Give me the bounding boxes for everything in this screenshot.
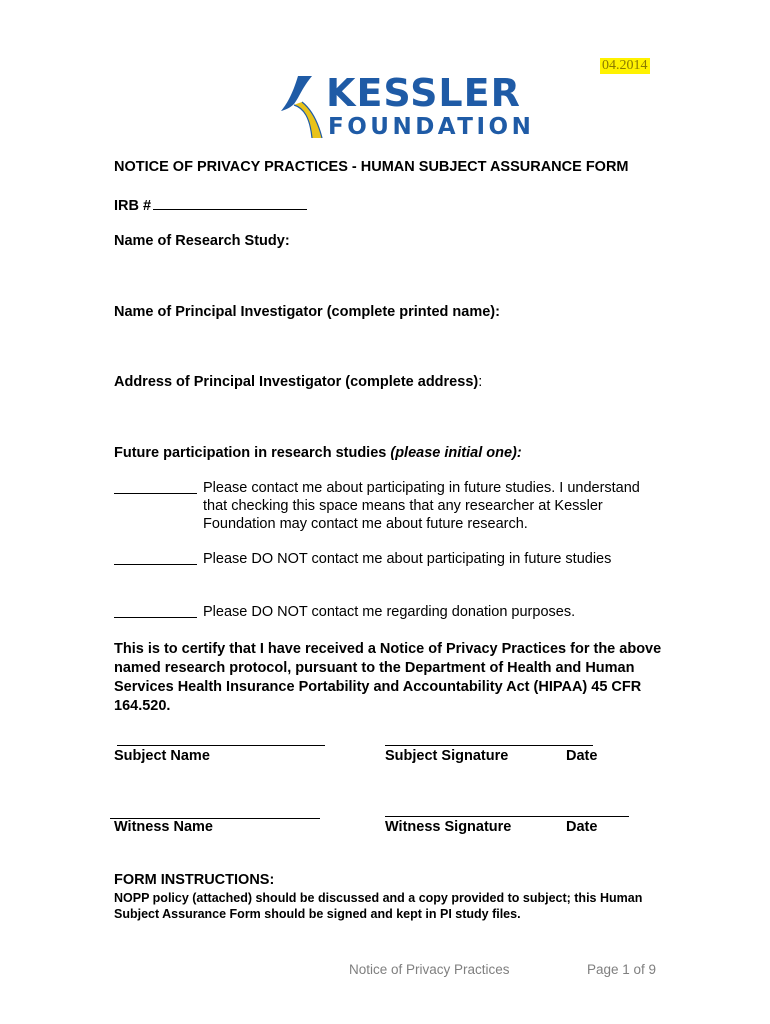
footer-page-number: Page 1 of 9 [587,962,657,977]
future-participation-hint: (please initial one): [390,445,522,461]
instructions-body: NOPP policy (attached) should be discussed and a copy provided to subject; this Human Subject Assurance Form should be signed and kept in PI study files. [114,891,643,921]
irb-field [114,198,307,214]
logo-word-kessler: KESSLER [326,71,521,115]
witness-signature-input-line[interactable] [385,816,629,817]
subject-name-input-line[interactable] [117,745,325,746]
form-date-code: 04.2014 [602,58,648,73]
option-do-not-contact-donation [114,603,674,623]
pi-name-label: Name of Principal Investigator (complete printed name): [114,304,500,320]
option-text: Please contact me about participating in future studies. I understand that checking this space means that any researcher at Kessler Foundation may contact me about future research. [203,480,640,532]
option-do-not-contact-studies [114,550,674,570]
pi-address-label: Address of Principal Investigator (complete address) [114,374,479,390]
witness-signature-label: Witness Signature [385,819,512,835]
subject-date-label: Date [566,748,598,764]
future-participation-label: Future participation in research studies [114,445,391,461]
option-text: Please DO NOT contact me regarding donation purposes. [203,604,576,620]
initial-input-line[interactable] [114,564,197,565]
instructions-heading: FORM INSTRUCTIONS: [114,872,275,888]
witness-date-label: Date [566,819,598,835]
future-participation-heading [114,445,522,461]
pi-address-colon: : [478,374,483,390]
subject-signature-label: Subject Signature [385,748,509,764]
initial-input-line[interactable] [114,617,197,618]
witness-name-label: Witness Name [114,819,213,835]
form-title: NOTICE OF PRIVACY PRACTICES - HUMAN SUBJECT ASSURANCE FORM [114,159,629,175]
certification-statement: This is to certify that I have received a Notice of Privacy Practices for the above named research protocol, pursuant to the Department of Health and Human Services Health Insurance Portability and Accountability Act (HIPAA) 45 CFR 164.520. [114,641,662,714]
option-text: Please DO NOT contact me about participating in future studies [203,551,612,567]
initial-input-line[interactable] [114,493,197,494]
study-name-label: Name of Research Study: [114,233,290,249]
option-contact-future [114,479,674,535]
kessler-foundation-logo [280,71,535,142]
logo-word-foundation: FOUNDATION [328,114,535,140]
footer-document-name: Notice of Privacy Practices [349,962,510,977]
pi-address-field [114,374,482,390]
irb-label: IRB # [114,198,152,214]
irb-input-line[interactable] [153,208,307,210]
subject-name-label: Subject Name [114,748,210,764]
subject-signature-input-line[interactable] [385,745,593,746]
logo-emblem-icon [280,74,324,140]
